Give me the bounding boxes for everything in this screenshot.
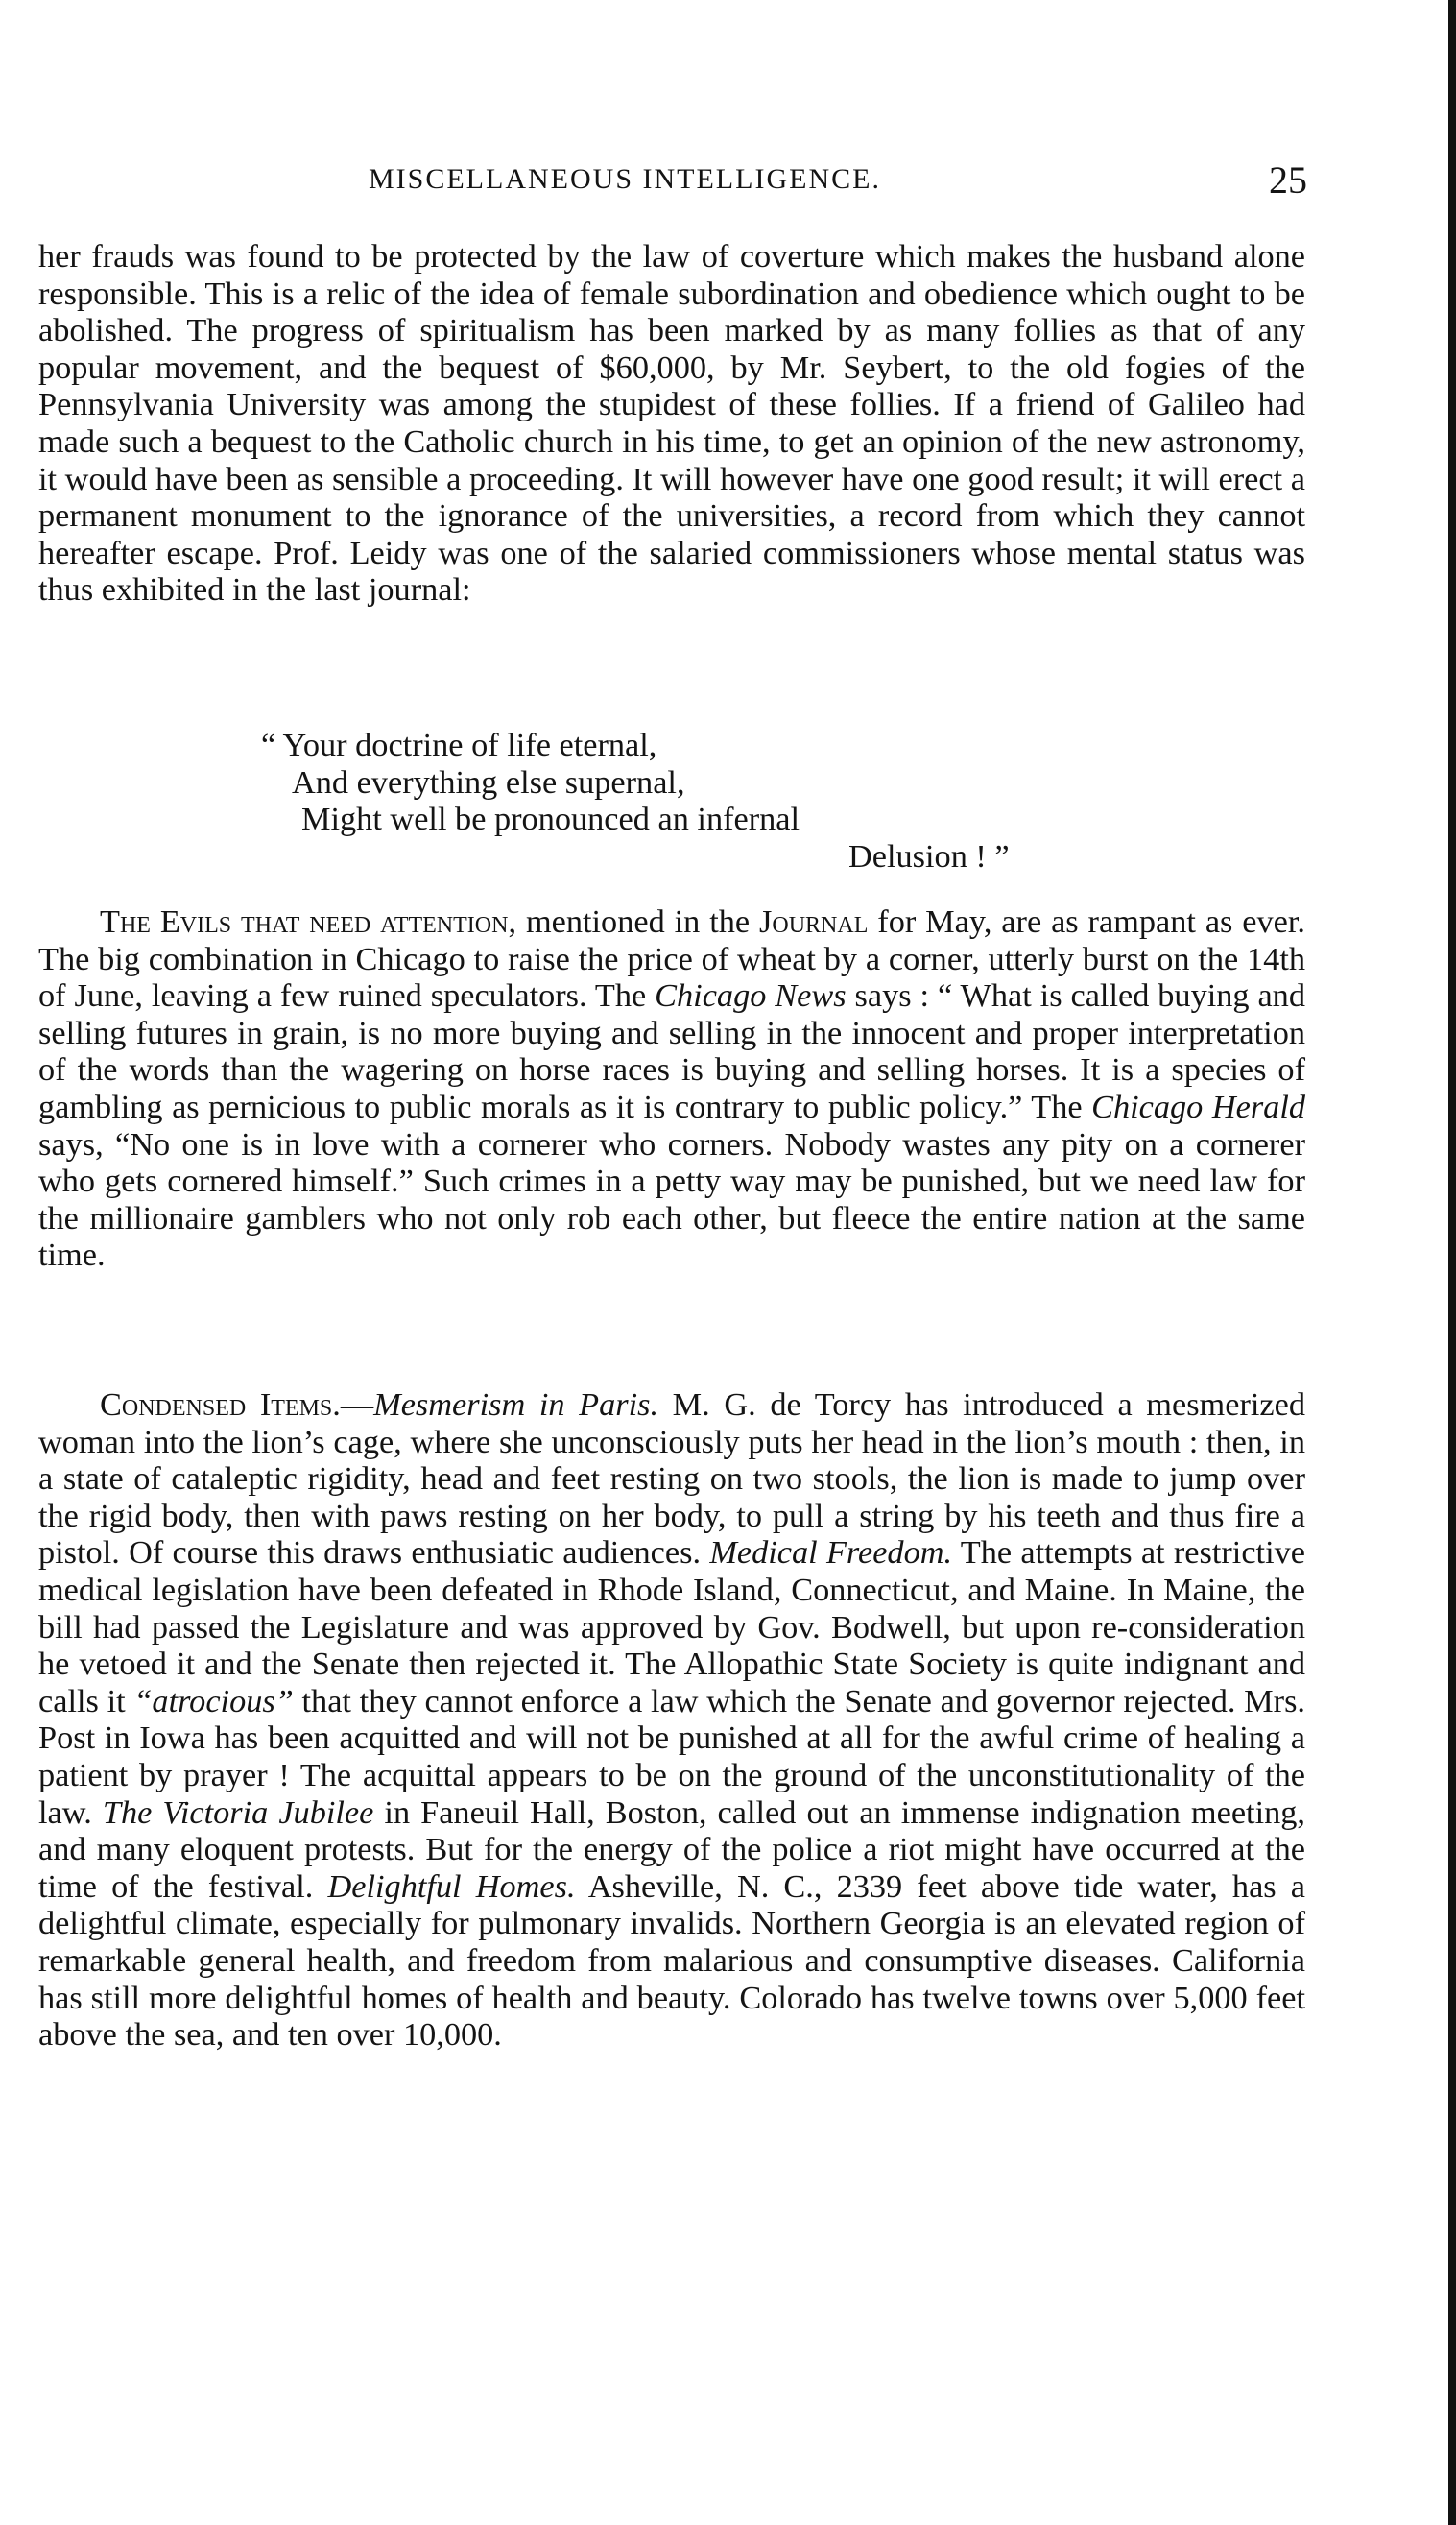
verse-line: Might well be pronounced an infernal <box>301 801 800 838</box>
paragraph-condensed-items <box>38 1386 1305 2054</box>
text-run: in Faneuil Hall, Boston, called out an immense indignation meeting, and many eloquent protests. But for the energy of the police a riot might have occurred at the time of the festival. <box>38 1793 1305 1905</box>
verse-quotation <box>261 727 1106 875</box>
quoted-word: “atrocious” <box>133 1682 294 1719</box>
paragraph-coverture: her frauds was found to be protected by the law of coverture which makes the husband alone responsible. This is a relic of the idea of female subordination and obedience which ought to be abolished. The progress of spiritualism has been marked by as many follies as that of any popular movement, and the bequest of $60,000, by Mr. Seybert, to the old fogies of the Pennsylvania University was among the stupidest of these follies. If a friend of Galileo had made such a bequest to the Catholic church in his time, to get an opinion of the new astronomy, it would have been as sensible a proceeding. It will however have one good result; it will erect a permanent monument to the ignorance of the universities, a record from which they cannot hereafter escape. Prof. Leidy was one of the salaried commissioners whose mental status was thus exhibited in the last journal: <box>38 238 1305 609</box>
item-heading: The Victoria Jubilee <box>102 1793 374 1831</box>
text-run: Asheville, N. C., 2339 feet above tide water, has a delightful climate, especially for pulmonary invalids. Northern Georgia is an elevated region of remarkable general health, and freedom from malarious and consumptive diseases. California has still more delightful homes of health and beauty. Colorado has twelve towns over 5,000 feet above the sea, and ten over 10,000. <box>38 1867 1305 2054</box>
text-run: that they cannot enforce a law which the Senate and governor rejected. Mrs. Post in Iowa has been acquitted and will not be punished at all for the awful crime of healing a patient by prayer ! The acquittal appears to be on the ground of the unconstitutionality of the law. <box>38 1682 1305 1831</box>
item-heading: Medical Freedom. <box>709 1534 953 1572</box>
text-run: says : “ What is called buying and selling futures in grain, is no more buying and selling in the innocent and proper interpretation of the words than the wagering on horse races is buying and selling horses. It is a species of gambling as pernicious to public morals as it is contrary to public policy.” The <box>38 977 1305 1125</box>
page-number: 25 <box>1269 158 1307 202</box>
em-dash: — <box>340 1386 374 1423</box>
running-head: MISCELLANEOUS INTELLIGENCE. <box>369 163 881 195</box>
journal-name: Journal <box>759 903 869 940</box>
section-lead: The Evils that need attention, <box>100 903 517 940</box>
text-run: mentioned in the <box>516 903 760 940</box>
verse-line: And everything else supernal, <box>292 763 685 801</box>
text-run: for May, are as rampant as ever. The big combination in Chicago to raise the price of wheat by a corner, utterly burst on the 14th of June, leaving a few ruined speculators. The <box>38 903 1305 1015</box>
paragraph-evils <box>38 903 1305 1274</box>
text-run: The attempts at restrictive medical legislation have been defeated in Rhode Island, Connecticut, and Maine. In Maine, the bill had passed the Legislature and was approved by Gov. Bodwell, but upon re-consideration he vetoed it and the Senate then rejected it. The Allopathic State Society is quite indignant and calls it <box>38 1534 1305 1719</box>
verse-line: “ Your doctrine of life eternal, <box>261 727 657 763</box>
verse-line: Delusion ! ” <box>848 837 1010 875</box>
section-lead: Condensed Items. <box>100 1386 341 1423</box>
text-run: says, “No one is in love with a cornerer who corners. Nobody wastes any pity on a cornerer who gets cornered himself.” Such crimes in a petty way may be punished, but we need law for the millionaire gamblers who not only rob each other, but fleece the entire nation at the same time. <box>38 1125 1305 1274</box>
text-run: M. G. de Torcy has introduced a mesmerized woman into the lion’s cage, where she unconsciously puts her head in the lion’s mouth : then, in a state of cataleptic rigidity, head and feet resting on two stools, the lion is made to jump over the rigid body, then with paws resting on her body, to pull a string by his teeth and thus fire a pistol. Of course this draws enthusiatic audiences. <box>38 1386 1305 1572</box>
newspaper-title: Chicago Herald <box>1091 1088 1305 1125</box>
item-heading: Delightful Homes. <box>327 1867 576 1905</box>
item-heading: Mesmerism in Paris. <box>373 1386 659 1423</box>
page-edge-shadow <box>1448 0 1456 2525</box>
newspaper-title: Chicago News <box>655 977 847 1015</box>
